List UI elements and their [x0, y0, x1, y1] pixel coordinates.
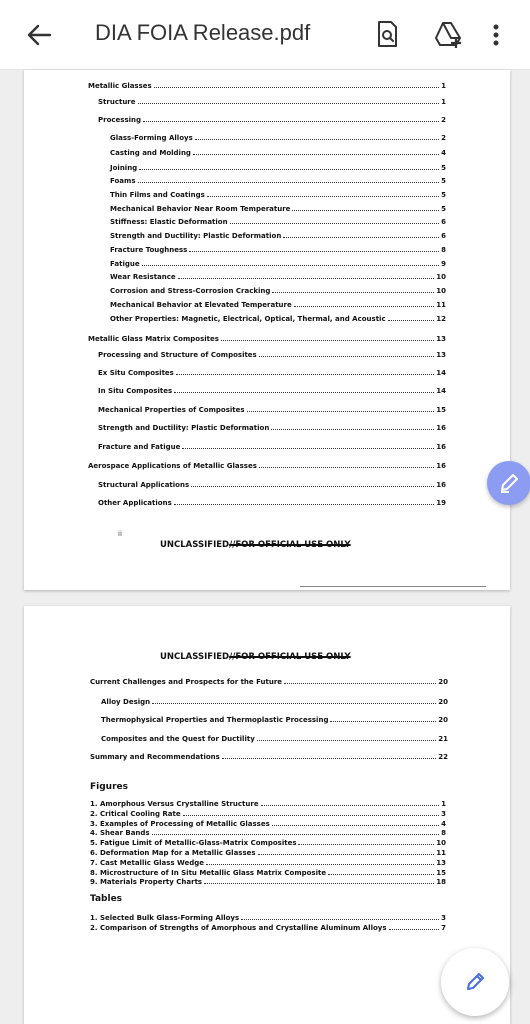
- toc-row: [110, 164, 446, 172]
- toc-entry-label: Thin Films and Coatings: [110, 191, 205, 199]
- toc-entry-label: 2. Comparison of Strengths of Amorphous and Crystalline Aluminum Alloys: [90, 924, 387, 932]
- dot-leader: [138, 181, 440, 183]
- toc-entry-label: 5. Fatigue Limit of Metallic-Glass-Matrix Composites: [90, 839, 297, 848]
- toc-entry-page: 19: [436, 499, 446, 507]
- document-title: DIA FOIA Release.pdf: [95, 20, 311, 45]
- edit-pen-icon: [463, 970, 487, 999]
- toc-row: [110, 149, 446, 157]
- toc-entry-label: Thermophysical Properties and Thermoplastic Processing: [101, 716, 329, 724]
- page-divider: [300, 586, 486, 587]
- edit-side-button[interactable]: [487, 461, 530, 505]
- edit-fab-button[interactable]: [441, 948, 509, 1016]
- toc-entry-label: Ex Situ Composites: [98, 369, 174, 377]
- toc-row: [98, 443, 446, 451]
- toc-row: [110, 273, 446, 281]
- dot-leader: [221, 339, 434, 341]
- toc-row: [110, 232, 446, 240]
- dot-leader: [294, 305, 435, 307]
- toc-entry-label: 2. Critical Cooling Rate: [90, 809, 181, 818]
- toc-entry-page: 4: [441, 819, 446, 828]
- dot-leader: [174, 503, 435, 505]
- toc-entry-page: 6: [441, 218, 446, 226]
- toc-entry-page: 12: [436, 315, 446, 323]
- dot-leader: [261, 804, 440, 806]
- page-number: ii: [118, 530, 122, 538]
- toc-entry-label: Mechanical Behavior Near Room Temperature: [110, 205, 291, 213]
- toc-entry-label: Stiffness: Elastic Deformation: [110, 218, 228, 226]
- toc-entry-label: Mechanical Behavior at Elevated Temperature: [110, 301, 292, 309]
- dot-leader: [389, 928, 440, 930]
- toc-entry-label: Composites and the Quest for Ductility: [101, 735, 255, 743]
- dot-leader: [195, 138, 439, 140]
- toc-entry-label: 6. Deformation Map for a Metallic Glasses: [90, 849, 256, 857]
- figures-heading: Figures: [90, 782, 128, 792]
- toc-row: [90, 800, 446, 808]
- toc-entry-label: Structure: [98, 98, 136, 106]
- toc-entry-page: 8: [441, 829, 446, 838]
- toc-row: [90, 820, 446, 828]
- toc-row: [110, 287, 446, 295]
- pdf-page-1: [24, 70, 510, 590]
- toc-entry-page: 2: [441, 116, 446, 124]
- toc-entry-page: 16: [436, 462, 446, 470]
- toc-row: [110, 134, 446, 142]
- classification-label: UNCLASSIFIED: [160, 540, 230, 550]
- classification-marking: [160, 540, 351, 550]
- top-app-bar: [0, 0, 530, 70]
- toc-entry-page: 20: [438, 678, 448, 686]
- toc-entry-page: 8: [441, 246, 446, 254]
- toc-entry-page: 4: [441, 149, 446, 157]
- dot-leader: [138, 102, 440, 104]
- toc-row: [110, 177, 446, 185]
- toc-entry-page: 7: [441, 924, 446, 932]
- toc-row: [88, 82, 446, 90]
- toc-row: [110, 205, 446, 213]
- toc-entry-label: Foams: [110, 177, 136, 185]
- dot-leader: [182, 447, 434, 449]
- dot-leader: [272, 291, 434, 293]
- toc-entry-label: Strength and Ductility: Plastic Deformation: [110, 232, 282, 240]
- dot-leader: [272, 824, 439, 826]
- toc-entry-label: Fracture Toughness: [110, 246, 188, 254]
- toc-entry-page: 5: [441, 191, 446, 199]
- toc-row: [90, 869, 446, 877]
- toc-entry-label: Current Challenges and Prospects for the Future: [90, 678, 283, 686]
- toc-entry-page: 18: [436, 878, 446, 887]
- dot-leader: [330, 720, 436, 722]
- toc-entry-page: 15: [436, 868, 446, 877]
- toc-row: [98, 369, 446, 377]
- dot-leader: [388, 319, 435, 321]
- more-vert-icon[interactable]: [486, 18, 506, 50]
- toc-row: [98, 387, 446, 395]
- dot-leader: [230, 222, 440, 224]
- toc-entry-label: 9. Materials Property Charts: [90, 878, 203, 887]
- toc-row: [98, 406, 446, 414]
- toc-entry-label: Corrosion and Stress-Corrosion Cracking: [110, 287, 271, 295]
- pdf-page-2: [24, 606, 510, 1024]
- add-to-drive-icon[interactable]: [432, 18, 464, 50]
- dot-leader: [152, 702, 436, 704]
- dot-leader: [183, 814, 440, 816]
- dot-leader: [206, 863, 434, 865]
- dot-leader: [154, 86, 439, 88]
- toc-entry-label: Alloy Design: [101, 698, 151, 706]
- back-arrow-icon[interactable]: [24, 20, 54, 50]
- toc-row: [88, 462, 446, 470]
- dot-leader: [207, 195, 439, 197]
- dot-leader: [176, 373, 434, 375]
- toc-entry-label: 4. Shear Bands: [90, 829, 150, 838]
- toc-entry-label: Fatigue: [110, 260, 140, 268]
- toc-row: [110, 260, 446, 268]
- dot-leader: [259, 466, 434, 468]
- toc-row: [98, 424, 446, 432]
- toc-row: [110, 218, 446, 226]
- dot-leader: [178, 277, 435, 279]
- toc-entry-label: Processing and Structure of Composites: [98, 351, 257, 359]
- dot-leader: [222, 757, 436, 759]
- toc-entry-page: 20: [438, 698, 448, 706]
- toc-entry-page: 5: [441, 177, 446, 185]
- dot-leader: [241, 918, 439, 920]
- edit-pen-icon: [497, 471, 521, 500]
- toc-entry-page: 13: [436, 858, 446, 867]
- dot-leader: [174, 391, 434, 393]
- toc-entry-label: Structural Applications: [98, 481, 190, 489]
- toc-row: [101, 735, 448, 743]
- toc-entry-label: 3. Examples of Processing of Metallic Glasses: [90, 819, 270, 828]
- toc-entry-label: Metallic Glass Matrix Composites: [88, 335, 219, 343]
- toc-entry-page: 11: [436, 849, 446, 857]
- toc-entry-page: 10: [436, 287, 446, 295]
- toc-entry-label: Strength and Ductility: Plastic Deformation: [98, 424, 270, 432]
- toc-entry-label: Fracture and Fatigue: [98, 443, 181, 451]
- dot-leader: [191, 485, 434, 487]
- toc-entry-label: Metallic Glasses: [88, 82, 152, 90]
- classification-marking: [160, 652, 351, 662]
- dot-leader: [258, 853, 435, 855]
- toc-row: [110, 246, 446, 254]
- dot-leader: [204, 882, 434, 884]
- toc-row: [90, 810, 446, 818]
- toc-row: [98, 98, 446, 106]
- toc-row: [90, 914, 446, 922]
- toc-entry-page: 5: [441, 205, 446, 213]
- search-document-icon[interactable]: [371, 18, 403, 50]
- toc-entry-label: Wear Resistance: [110, 273, 176, 281]
- toc-entry-page: 9: [441, 260, 446, 268]
- dot-leader: [328, 873, 434, 875]
- toc-entry-page: 11: [436, 301, 446, 309]
- classification-label: UNCLASSIFIED: [160, 652, 230, 662]
- dot-leader: [142, 264, 440, 266]
- toc-entry-label: 8. Microstructure of In Situ Metallic Glass Matrix Composite: [90, 868, 327, 877]
- toc-row: [98, 351, 446, 359]
- toc-entry-label: 7. Cast Metallic Glass Wedge: [90, 858, 204, 867]
- toc-row: [110, 301, 446, 309]
- dot-leader: [283, 236, 439, 238]
- toc-entry-label: 1. Amorphous Versus Crystalline Structure: [90, 800, 259, 808]
- toc-entry-page: 3: [441, 914, 446, 922]
- toc-entry-page: 22: [438, 753, 448, 761]
- toc-entry-page: 6: [441, 232, 446, 240]
- toc-row: [90, 678, 448, 686]
- toc-entry-page: 21: [438, 735, 448, 743]
- toc-entry-label: Casting and Molding: [110, 149, 191, 157]
- toc-entry-page: 13: [436, 335, 446, 343]
- dot-leader: [247, 410, 435, 412]
- toc-entry-page: 14: [436, 387, 446, 395]
- dot-leader: [152, 833, 440, 835]
- dot-leader: [189, 250, 439, 252]
- toc-row: [110, 191, 446, 199]
- redacted-caveat: //FOR OFFICIAL USE ONLY: [229, 652, 351, 662]
- toc-row: [98, 499, 446, 507]
- toc-entry-page: 3: [441, 809, 446, 818]
- toc-entry-page: 20: [438, 716, 448, 724]
- toc-entry-page: 14: [436, 369, 446, 377]
- dot-leader: [259, 355, 435, 357]
- toc-entry-page: 5: [441, 164, 446, 172]
- toc-row: [90, 753, 448, 761]
- toc-entry-label: Joining: [110, 164, 138, 172]
- toc-entry-label: 1. Selected Bulk Glass-Forming Alloys: [90, 914, 240, 922]
- toc-row: [90, 859, 446, 867]
- toc-row: [101, 698, 448, 706]
- toc-entry-label: Other Properties: Magnetic, Electrical, Optical, Thermal, and Acoustic: [110, 315, 386, 323]
- toc-entry-page: 1: [441, 800, 446, 808]
- toc-entry-page: 2: [441, 134, 446, 142]
- toc-entry-page: 1: [441, 98, 446, 106]
- toc-entry-label: Aerospace Applications of Metallic Glasses: [88, 462, 257, 470]
- dot-leader: [257, 739, 436, 741]
- dot-leader: [193, 153, 439, 155]
- toc-entry-page: 16: [436, 481, 446, 489]
- toc-entry-page: 10: [436, 273, 446, 281]
- toc-row: [90, 924, 446, 932]
- dot-leader: [143, 120, 439, 122]
- toc-entry-page: 10: [436, 839, 446, 848]
- redacted-caveat: //FOR OFFICIAL USE ONLY: [229, 540, 351, 550]
- dot-leader: [271, 428, 434, 430]
- toc-entry-page: 16: [436, 424, 446, 432]
- toc-entry-page: 1: [441, 82, 446, 90]
- toc-entry-page: 13: [436, 351, 446, 359]
- toc-entry-label: Summary and Recommendations: [90, 753, 220, 761]
- toc-row: [90, 878, 446, 886]
- toc-row: [90, 849, 446, 857]
- toc-row: [110, 315, 446, 323]
- toc-row: [101, 716, 448, 724]
- toc-row: [90, 839, 446, 847]
- dot-leader: [139, 168, 439, 170]
- toc-entry-label: Other Applications: [98, 499, 172, 507]
- toc-row: [90, 829, 446, 837]
- dot-leader: [298, 843, 434, 845]
- toc-entry-label: In Situ Composites: [98, 387, 173, 395]
- toc-entry-page: 16: [436, 443, 446, 451]
- dot-leader: [284, 682, 436, 684]
- dot-leader: [292, 209, 439, 211]
- toc-entry-label: Mechanical Properties of Composites: [98, 406, 245, 414]
- toc-entry-label: Glass-Forming Alloys: [110, 134, 193, 142]
- toc-row: [88, 335, 446, 343]
- toc-entry-page: 15: [436, 406, 446, 414]
- toc-row: [98, 116, 446, 124]
- toc-entry-label: Processing: [98, 116, 142, 124]
- tables-heading: Tables: [90, 894, 123, 904]
- toc-row: [98, 481, 446, 489]
